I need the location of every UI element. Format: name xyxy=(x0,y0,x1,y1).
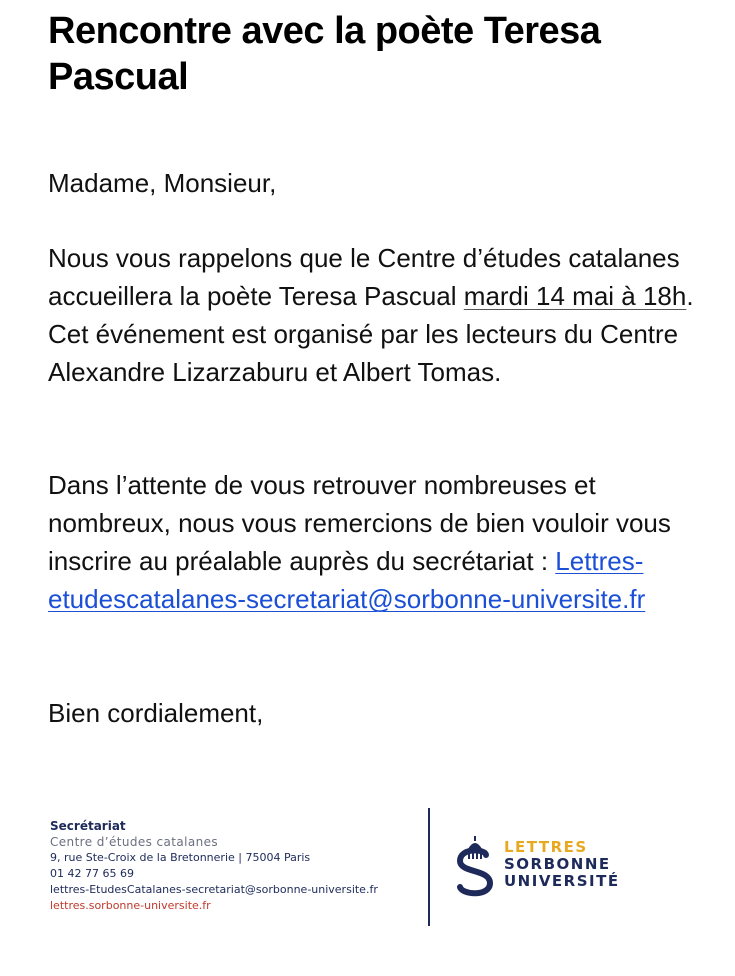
logo-line-sorbonne: SORBONNE xyxy=(504,855,611,873)
signature-phone[interactable]: 01 42 77 65 69 xyxy=(50,867,134,880)
logo-line-universite: UNIVERSITÉ xyxy=(504,872,620,890)
signature-website-link[interactable]: lettres.sorbonne-universite.fr xyxy=(50,899,211,912)
registration-text: Dans l’attente de vous retrouver nombreuses et nombreux, nous vous remercions de bien vouloir vous inscrire au préalable auprès du secrétariat : xyxy=(48,470,671,576)
email-title: Rencontre avec la poète Teresa Pascual xyxy=(48,10,601,98)
greeting: Madame, Monsieur, xyxy=(48,168,277,198)
closing: Bien cordialement, xyxy=(48,698,264,728)
secretariat-email-link[interactable]: Lettres-etudescatalanes-secretariat@sorbonne-universite.fr xyxy=(48,546,646,614)
event-date-link[interactable]: mardi 14 mai à 18h xyxy=(463,281,687,311)
sorbonne-s-icon xyxy=(456,835,494,897)
event-text-after: . Cet événement est organisé par les lecteurs du Centre Alexandre Lizarzaburu et Albert Tomas. xyxy=(48,281,694,387)
signature-divider xyxy=(428,808,430,926)
signature-email-link[interactable]: lettres-EtudesCatalanes-secretariat@sorbonne-universite.fr xyxy=(50,883,378,896)
email-body xyxy=(48,0,718,728)
logo-line-lettres: LETTRES xyxy=(504,838,588,856)
event-text-before: Nous vous rappelons que le Centre d’études catalanes accueillera la poète Teresa Pascual xyxy=(48,243,680,311)
sorbonne-logo xyxy=(456,835,636,897)
logo-wordmark xyxy=(504,839,620,890)
signature-title: Secrétariat xyxy=(50,819,126,833)
paragraph-registration xyxy=(48,466,713,618)
signature-subtitle: Centre d’études catalanes xyxy=(50,835,219,849)
signature-address: 9, rue Ste-Croix de la Bretonnerie | 75004 Paris xyxy=(50,851,311,864)
signature-block xyxy=(50,818,430,914)
paragraph-event xyxy=(48,239,713,391)
